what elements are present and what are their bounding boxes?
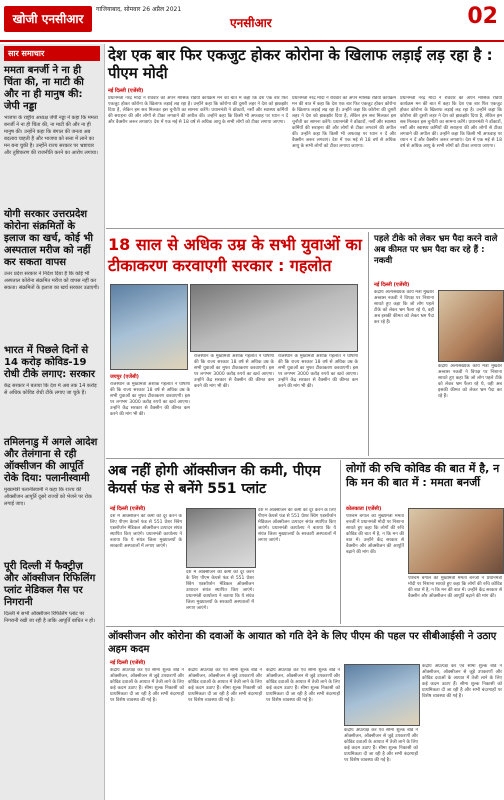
story6-body-cont: केंद्रीय अप्रत्यक्ष कर एवं सीमा शुल्क बोर्ड ने ऑक्सीजन, ऑक्सीजन से जुड़े उपकरणों और कोविड दवाओं के आयात में तेजी लाने के लिए कई कदम उठाए हैं। सीमा शुल्क निकासी को प्राथमिकता दी जा रही है और सभी बंदरगाहों पर विशेष व्यवस्था की गई है। (344, 728, 418, 763)
story3-photo (438, 290, 504, 362)
story5-byline: कोलकाता (एजेंसी) (346, 506, 382, 512)
section-tag: एनसीआर (230, 16, 272, 30)
sidebar-item-body: उत्तर प्रदेश सरकार ने निर्देश दिया है कि कोई भी अस्पताल कोरोना संक्रमित मरीज को वापस नहीं कर सकता। संक्रमितों के इलाज का खर्च सरकार उठाएगी। (4, 271, 100, 291)
divider (368, 232, 369, 456)
story6-body-cont: केंद्रीय अप्रत्यक्ष कर एवं सीमा शुल्क बोर्ड ने ऑक्सीजन, ऑक्सीजन से जुड़े उपकरणों और कोविड दवाओं के आयात में तेजी लाने के लिए कई कदम उठाए हैं। सीमा शुल्क निकासी को प्राथमिकता दी जा रही है और सभी बंदरगाहों पर विशेष व्यवस्था की गई है। (188, 668, 262, 703)
story2-photo-meeting (190, 284, 358, 352)
lead-headline: देश एक बार फिर एकजुट होकर कोरोना के खिलाफ लड़ाई लड़ रहा है : पीएम मोदी (108, 46, 493, 82)
story2-byline: जयपुर (एजेंसी) (110, 374, 139, 380)
page-number: 02 (467, 4, 498, 29)
story6-body-cont: केंद्रीय अप्रत्यक्ष कर एवं सीमा शुल्क बोर्ड ने ऑक्सीजन, ऑक्सीजन से जुड़े उपकरणों और कोविड दवाओं के आयात में तेजी लाने के लिए कई कदम उठाए हैं। सीमा शुल्क निकासी को प्राथमिकता दी जा रही है और सभी बंदरगाहों पर विशेष व्यवस्था की गई है। (422, 664, 502, 699)
lead-body-cont: प्रधानमंत्री नरेंद्र मोदी ने रविवार को अपने मासिक रेडियो कार्यक्रम मन की बात में कहा कि देश एक बार फिर एकजुट होकर कोरोना के खिलाफ लड़ाई लड़ रहा है। उन्होंने कहा कि कोरोना की दूसरी लहर ने देश को झकझोर दिया है, लेकिन हम सब मिलकर इस चुनौती का सामना करेंगे। प्रधानमंत्री ने डॉक्टरों, नर्सों और स्वास्थ्य कर्मियों की सराहना की और लोगों से टीका लगवाने की अपील की। उन्होंने कहा कि किसी भी अफवाह पर ध्यान न दें और वैक्सीन जरूर लगवाएं। देश में एक मई से 18 वर्ष से अधिक आयु के सभी लोगों को टीका लगाया जाएगा। (400, 96, 502, 149)
sidebar-item-title: पूरी दिल्ली में फैक्ट्रीज़ और ऑक्सीजन रिफिलिंग प्लांट मेडिकल गैस पर निगरानी (4, 561, 96, 608)
story4-body-cont: देश में ऑक्सीजन की कमी को दूर करने के लिए पीएम केयर्स फंड से 551 प्रेशर स्विंग एडसॉर्प्शन मेडिकल ऑक्सीजन उत्पादन संयंत्र स्थापित किए जाएंगे। प्रधानमंत्री कार्यालय ने बताया कि ये संयंत्र जिला मुख्यालयों के सरकारी अस्पतालों में लगाए जाएंगे। (186, 570, 254, 611)
lead-body-cont: प्रधानमंत्री नरेंद्र मोदी ने रविवार को अपने मासिक रेडियो कार्यक्रम मन की बात में कहा कि देश एक बार फिर एकजुट होकर कोरोना के खिलाफ लड़ाई लड़ रहा है। उन्होंने कहा कि कोरोना की दूसरी लहर ने देश को झकझोर दिया है, लेकिन हम सब मिलकर इस चुनौती का सामना करेंगे। प्रधानमंत्री ने डॉक्टरों, नर्सों और स्वास्थ्य कर्मियों की सराहना की और लोगों से टीका लगवाने की अपील की। उन्होंने कहा कि किसी भी अफवाह पर ध्यान न दें और वैक्सीन जरूर लगवाएं। देश में एक मई से 18 वर्ष से अधिक आयु के सभी लोगों को टीका लगाया जाएगा। (292, 96, 396, 149)
story5-photo (408, 508, 504, 574)
sidebar-item-body: मुख्यमंत्री पलानीस्वामी ने कहा कि राज्य की ऑक्सीजन आपूर्ति दूसरे राज्यों को भेजने पर रोक लगाई जाए। (4, 487, 92, 507)
sidebar-item-body: दिल्ली में सभी ऑक्सीजन रिफिलिंग प्लांट पर निगरानी रखी जा रही है ताकि आपूर्ति बाधित न हो। (4, 611, 96, 624)
sidebar-item-title: तमिलनाडु में अगले आदेश और तेलंगाना से रही ऑक्सीजन की आपूर्ति रोके दिया: पलानीस्वामी (4, 437, 98, 484)
story4-body: देश में ऑक्सीजन की कमी को दूर करने के लिए पीएम केयर्स फंड से 551 प्रेशर स्विंग एडसॉर्प्शन मेडिकल ऑक्सीजन उत्पादन संयंत्र स्थापित किए जाएंगे। प्रधानमंत्री कार्यालय ने बताया कि ये संयंत्र जिला मुख्यालयों के सरकारी अस्पतालों में लगाए जाएंगे। (110, 514, 182, 549)
divider (106, 458, 504, 459)
story5-headline: लोगों की रुचि कोविड की बात में है, न कि मन की बात में : ममता बनर्जी (346, 462, 500, 489)
main-content (106, 44, 504, 800)
sidebar-header: सार समाचार (4, 46, 100, 61)
lead-byline: नई दिल्ली (एजेंसी) (108, 88, 144, 94)
story2-headline: 18 साल से अधिक उम्र के सभी युवाओं का टीकाकरण करवाएगी सरकार : गहलोत (108, 235, 362, 275)
story3-byline: नई दिल्ली (एजेंसी) (374, 282, 410, 288)
divider (106, 228, 504, 229)
story3-headline: पहले टीके को लेकर भ्रम पैदा करने वाले अब कीमत पर भ्रम पैदा कर रहे हैं : नकवी (374, 234, 498, 266)
divider (106, 626, 504, 627)
sidebar-item-body: केंद्र सरकार ने बताया कि देश में अब तक 14 करोड़ से अधिक कोविड रोधी टीके लगाए जा चुके हैं। (4, 383, 97, 396)
story4-body-cont: देश में ऑक्सीजन की कमी को दूर करने के लिए पीएम केयर्स फंड से 551 प्रेशर स्विंग एडसॉर्प्शन मेडिकल ऑक्सीजन उत्पादन संयंत्र स्थापित किए जाएंगे। प्रधानमंत्री कार्यालय ने बताया कि ये संयंत्र जिला मुख्यालयों के सरकारी अस्पतालों में लगाए जाएंगे। (258, 508, 336, 543)
lead-body: प्रधानमंत्री नरेंद्र मोदी ने रविवार को अपने मासिक रेडियो कार्यक्रम मन की बात में कहा कि देश एक बार फिर एकजुट होकर कोरोना के खिलाफ लड़ाई लड़ रहा है। उन्होंने कहा कि कोरोना की दूसरी लहर ने देश को झकझोर दिया है, लेकिन हम सब मिलकर इस चुनौती का सामना करेंगे। प्रधानमंत्री ने डॉक्टरों, नर्सों और स्वास्थ्य कर्मियों की सराहना की और लोगों से टीका लगवाने की अपील की। उन्होंने कहा कि किसी भी अफवाह पर ध्यान न दें और वैक्सीन जरूर लगवाएं। देश में एक मई से 18 वर्ष से अधिक आयु के सभी लोगों को टीका लगाया जाएगा। (108, 96, 288, 125)
story2-body-cont: राजस्थान के मुख्यमंत्री अशोक गहलोत ने घोषणा की कि राज्य सरकार 18 वर्ष से अधिक उम्र के सभी युवाओं का मुफ्त टीकाकरण करवाएगी। इस पर लगभग 3000 करोड़ रुपये का खर्च आएगा। उन्होंने केंद्र सरकार से वैक्सीन की कीमत कम करने की मांग भी की। (194, 354, 274, 389)
sidebar-item-title: ममता बनर्जी ने ना ही चिंता की, ना माटी की और ना ही मानुष की: जेपी नड्डा (4, 65, 84, 112)
story6-photo (344, 664, 420, 726)
story6-byline: नई दिल्ली (एजेंसी) (110, 660, 146, 666)
story2-body-cont: राजस्थान के मुख्यमंत्री अशोक गहलोत ने घोषणा की कि राज्य सरकार 18 वर्ष से अधिक उम्र के सभी युवाओं का मुफ्त टीकाकरण करवाएगी। इस पर लगभग 3000 करोड़ रुपये का खर्च आएगा। उन्होंने केंद्र सरकार से वैक्सीन की कीमत कम करने की मांग भी की। (278, 354, 358, 389)
sidebar-item-body: भाजपा के राष्ट्रीय अध्यक्ष जेपी नड्डा ने कहा कि ममता बनर्जी ने ना ही चिंता की, ना माटी की और ना ही मानुष की। उन्होंने कहा कि बंगाल की जनता अब बदलाव चाहती है और भाजपा को सत्ता में लाने का मन बना चुकी है। उन्होंने राज्य सरकार पर भ्रष्टाचार और तुष्टिकरण की राजनीति करने का आरोप लगाया। (4, 115, 98, 156)
story4-headline: अब नहीं होगी ऑक्सीजन की कमी, पीएम केयर्स फंड से बनेंगे 551 प्लांट (108, 463, 321, 497)
sidebar-item-title: भारत में पिछले दिनों से 14 करोड़ कोविड-19 रोधी टीके लगाए: सरकार (4, 345, 95, 380)
story6-body: केंद्रीय अप्रत्यक्ष कर एवं सीमा शुल्क बोर्ड ने ऑक्सीजन, ऑक्सीजन से जुड़े उपकरणों और कोविड दवाओं के आयात में तेजी लाने के लिए कई कदम उठाए हैं। सीमा शुल्क निकासी को प्राथमिकता दी जा रही है और सभी बंदरगाहों पर विशेष व्यवस्था की गई है। (110, 668, 184, 703)
masthead (0, 0, 504, 42)
story2-body: राजस्थान के मुख्यमंत्री अशोक गहलोत ने घोषणा की कि राज्य सरकार 18 वर्ष से अधिक उम्र के सभी युवाओं का मुफ्त टीकाकरण करवाएगी। इस पर लगभग 3000 करोड़ रुपये का खर्च आएगा। उन्होंने केंद्र सरकार से वैक्सीन की कीमत कम करने की मांग भी की। (110, 382, 190, 417)
story4-byline: नई दिल्ली (एजेंसी) (110, 506, 146, 512)
story4-photo (186, 508, 256, 568)
masthead-dateline: गाजियाबाद, सोमवार 26 अप्रैल 2021 (96, 6, 182, 13)
story3-body-cont: केंद्रीय अल्पसंख्यक कार्य मंत्री मुख्तार अब्बास नकवी ने विपक्ष पर निशाना साधते हुए कहा कि जो लोग पहले टीके को लेकर भ्रम फैला रहे थे, वही अब इसकी कीमत को लेकर भ्रम पैदा कर रहे हैं। (438, 364, 502, 399)
masthead-brand: खोजी एनसीआर (4, 6, 92, 32)
story3-body: केंद्रीय अल्पसंख्यक कार्य मंत्री मुख्तार अब्बास नकवी ने विपक्ष पर निशाना साधते हुए कहा कि जो लोग पहले टीके को लेकर भ्रम फैला रहे थे, वही अब इसकी कीमत को लेकर भ्रम पैदा कर रहे हैं। (374, 290, 434, 325)
story6-body-cont: केंद्रीय अप्रत्यक्ष कर एवं सीमा शुल्क बोर्ड ने ऑक्सीजन, ऑक्सीजन से जुड़े उपकरणों और कोविड दवाओं के आयात में तेजी लाने के लिए कई कदम उठाए हैं। सीमा शुल्क निकासी को प्राथमिकता दी जा रही है और सभी बंदरगाहों पर विशेष व्यवस्था की गई है। (266, 668, 340, 703)
divider (340, 460, 341, 624)
sidebar-item-title: योगी सरकार उत्तरप्रदेश कोरोना संक्रमितों के इलाज का खर्च, कोई भी अस्पताल मरीज को नहीं कर सकता वापस (4, 209, 94, 268)
story5-body-cont: पश्चिम बंगाल की मुख्यमंत्री ममता बनर्जी ने प्रधानमंत्री मोदी पर निशाना साधते हुए कहा कि लोगों की रुचि कोविड की बात में है, न कि मन की बात में। उन्होंने केंद्र सरकार से वैक्सीन और ऑक्सीजन की आपूर्ति बढ़ाने की मांग की। (408, 576, 502, 599)
story5-body: पश्चिम बंगाल की मुख्यमंत्री ममता बनर्जी ने प्रधानमंत्री मोदी पर निशाना साधते हुए कहा कि लोगों की रुचि कोविड की बात में है, न कि मन की बात में। उन्होंने केंद्र सरकार से वैक्सीन और ऑक्सीजन की आपूर्ति बढ़ाने की मांग की। (346, 514, 404, 555)
story6-headline: ऑक्सीजन और कोरोना की दवाओं के आयात को गति देने के लिए पीएम की पहल पर सीबीआईसी ने उठाए अहम कदम (108, 631, 497, 655)
story2-photo (110, 284, 188, 370)
sidebar-news-briefs (0, 44, 105, 800)
